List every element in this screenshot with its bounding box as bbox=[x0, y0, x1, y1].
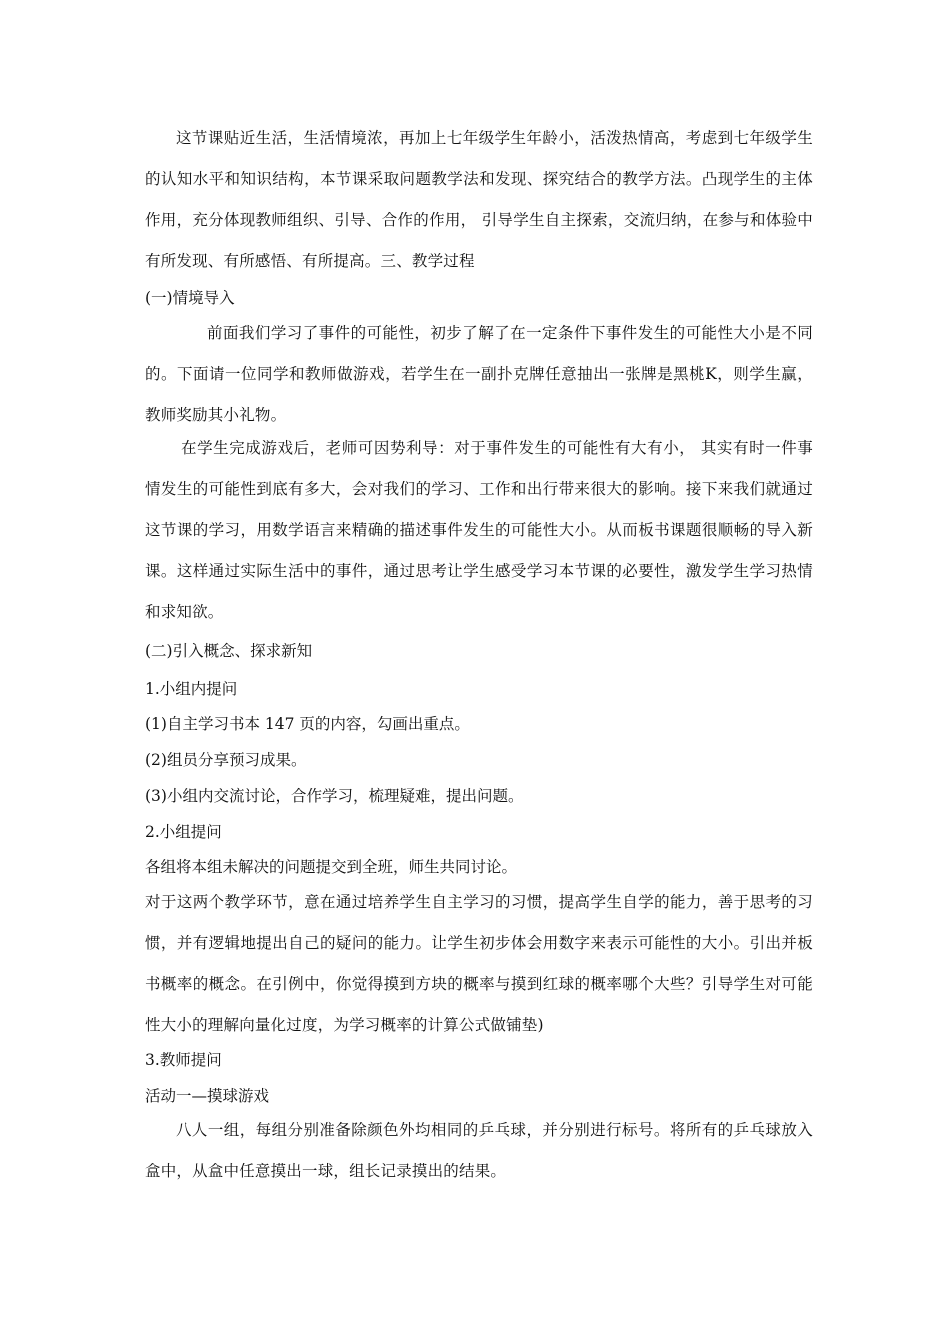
paragraph-game-intro: 前面我们学习了事件的可能性，初步了解了在一定条件下事件发生的可能性大小是不同的。下面请一位同学和教师做游戏，若学生在一副扑克牌任意抽出一张牌是黑桃K，则学生赢，教师奖励其小礼物。 bbox=[145, 324, 813, 424]
paragraph-teacher-guidance: 在学生完成游戏后，老师可因势利导：对于事件发生的可能性有大有小， 其实有时一件事情发生的可能性到底有多大，会对我们的学习、工作和出行带来很大的影响。接下来我们就通过这节课的学习，用数学语言来精确的描述事件发生的可能性大小。从而板书课题很顺畅的导入新课。这样通过实际生活中的事件，通过思考让学生感受学习本节课的必要性，激发学生学习热情和求知欲。 bbox=[145, 439, 813, 621]
list-item-discussion: (3)小组内交流讨论，合作学习，梳理疑难，提出问题。 bbox=[145, 787, 524, 805]
heading-situation-intro: (一)情境导入 bbox=[145, 289, 235, 307]
paragraph-ball-game-rules: 八人一组，每组分别准备除颜色外均相同的乒乓球，并分别进行标号。将所有的乒乓球放入盒中，从盒中任意摸出一球，组长记录摸出的结果。 bbox=[145, 1121, 813, 1180]
list-item-self-study: (1)自主学习书本 147 页的内容，勾画出重点。 bbox=[145, 715, 470, 733]
paragraph-teaching-intent: 对于这两个教学环节，意在通过培养学生自主学习的习惯，提高学生自学的能力，善于思考的习惯，并有逻辑地提出自己的疑问的能力。让学生初步体会用数字来表示可能性的大小。引出并板书概率的概念。在引例中，你觉得摸到方块的概率与摸到红球的概率哪个大些？引导学生对可能性大小的理解向量化过度，为学习概率的计算公式做铺垫) bbox=[145, 893, 813, 1034]
heading-concept-intro: (二)引入概念、探求新知 bbox=[145, 642, 313, 660]
paragraph-teaching-method: 这节课贴近生活，生活情境浓，再加上七年级学生年龄小，活泼热情高，考虑到七年级学生的认知水平和知识结构，本节课采取问题教学法和发现、探究结合的教学方法。凸现学生的主体作用，充分体现教师组织、引导、合作的作用， 引导学生自主探索，交流归纳，在参与和体验中有所发现、有所感悟、有所提高。三、教学过程 bbox=[145, 129, 813, 270]
section-teacher-questions: 3.教师提问 bbox=[145, 1051, 222, 1069]
section-group-ask: 2.小组提问 bbox=[145, 823, 222, 841]
line-submit-questions: 各组将本组未解决的问题提交到全班，师生共同讨论。 bbox=[145, 858, 518, 876]
line-activity-ball-game: 活动一—摸球游戏 bbox=[145, 1087, 270, 1105]
list-item-share-results: (2)组员分享预习成果。 bbox=[145, 751, 307, 769]
section-group-questions: 1.小组内提问 bbox=[145, 680, 238, 698]
